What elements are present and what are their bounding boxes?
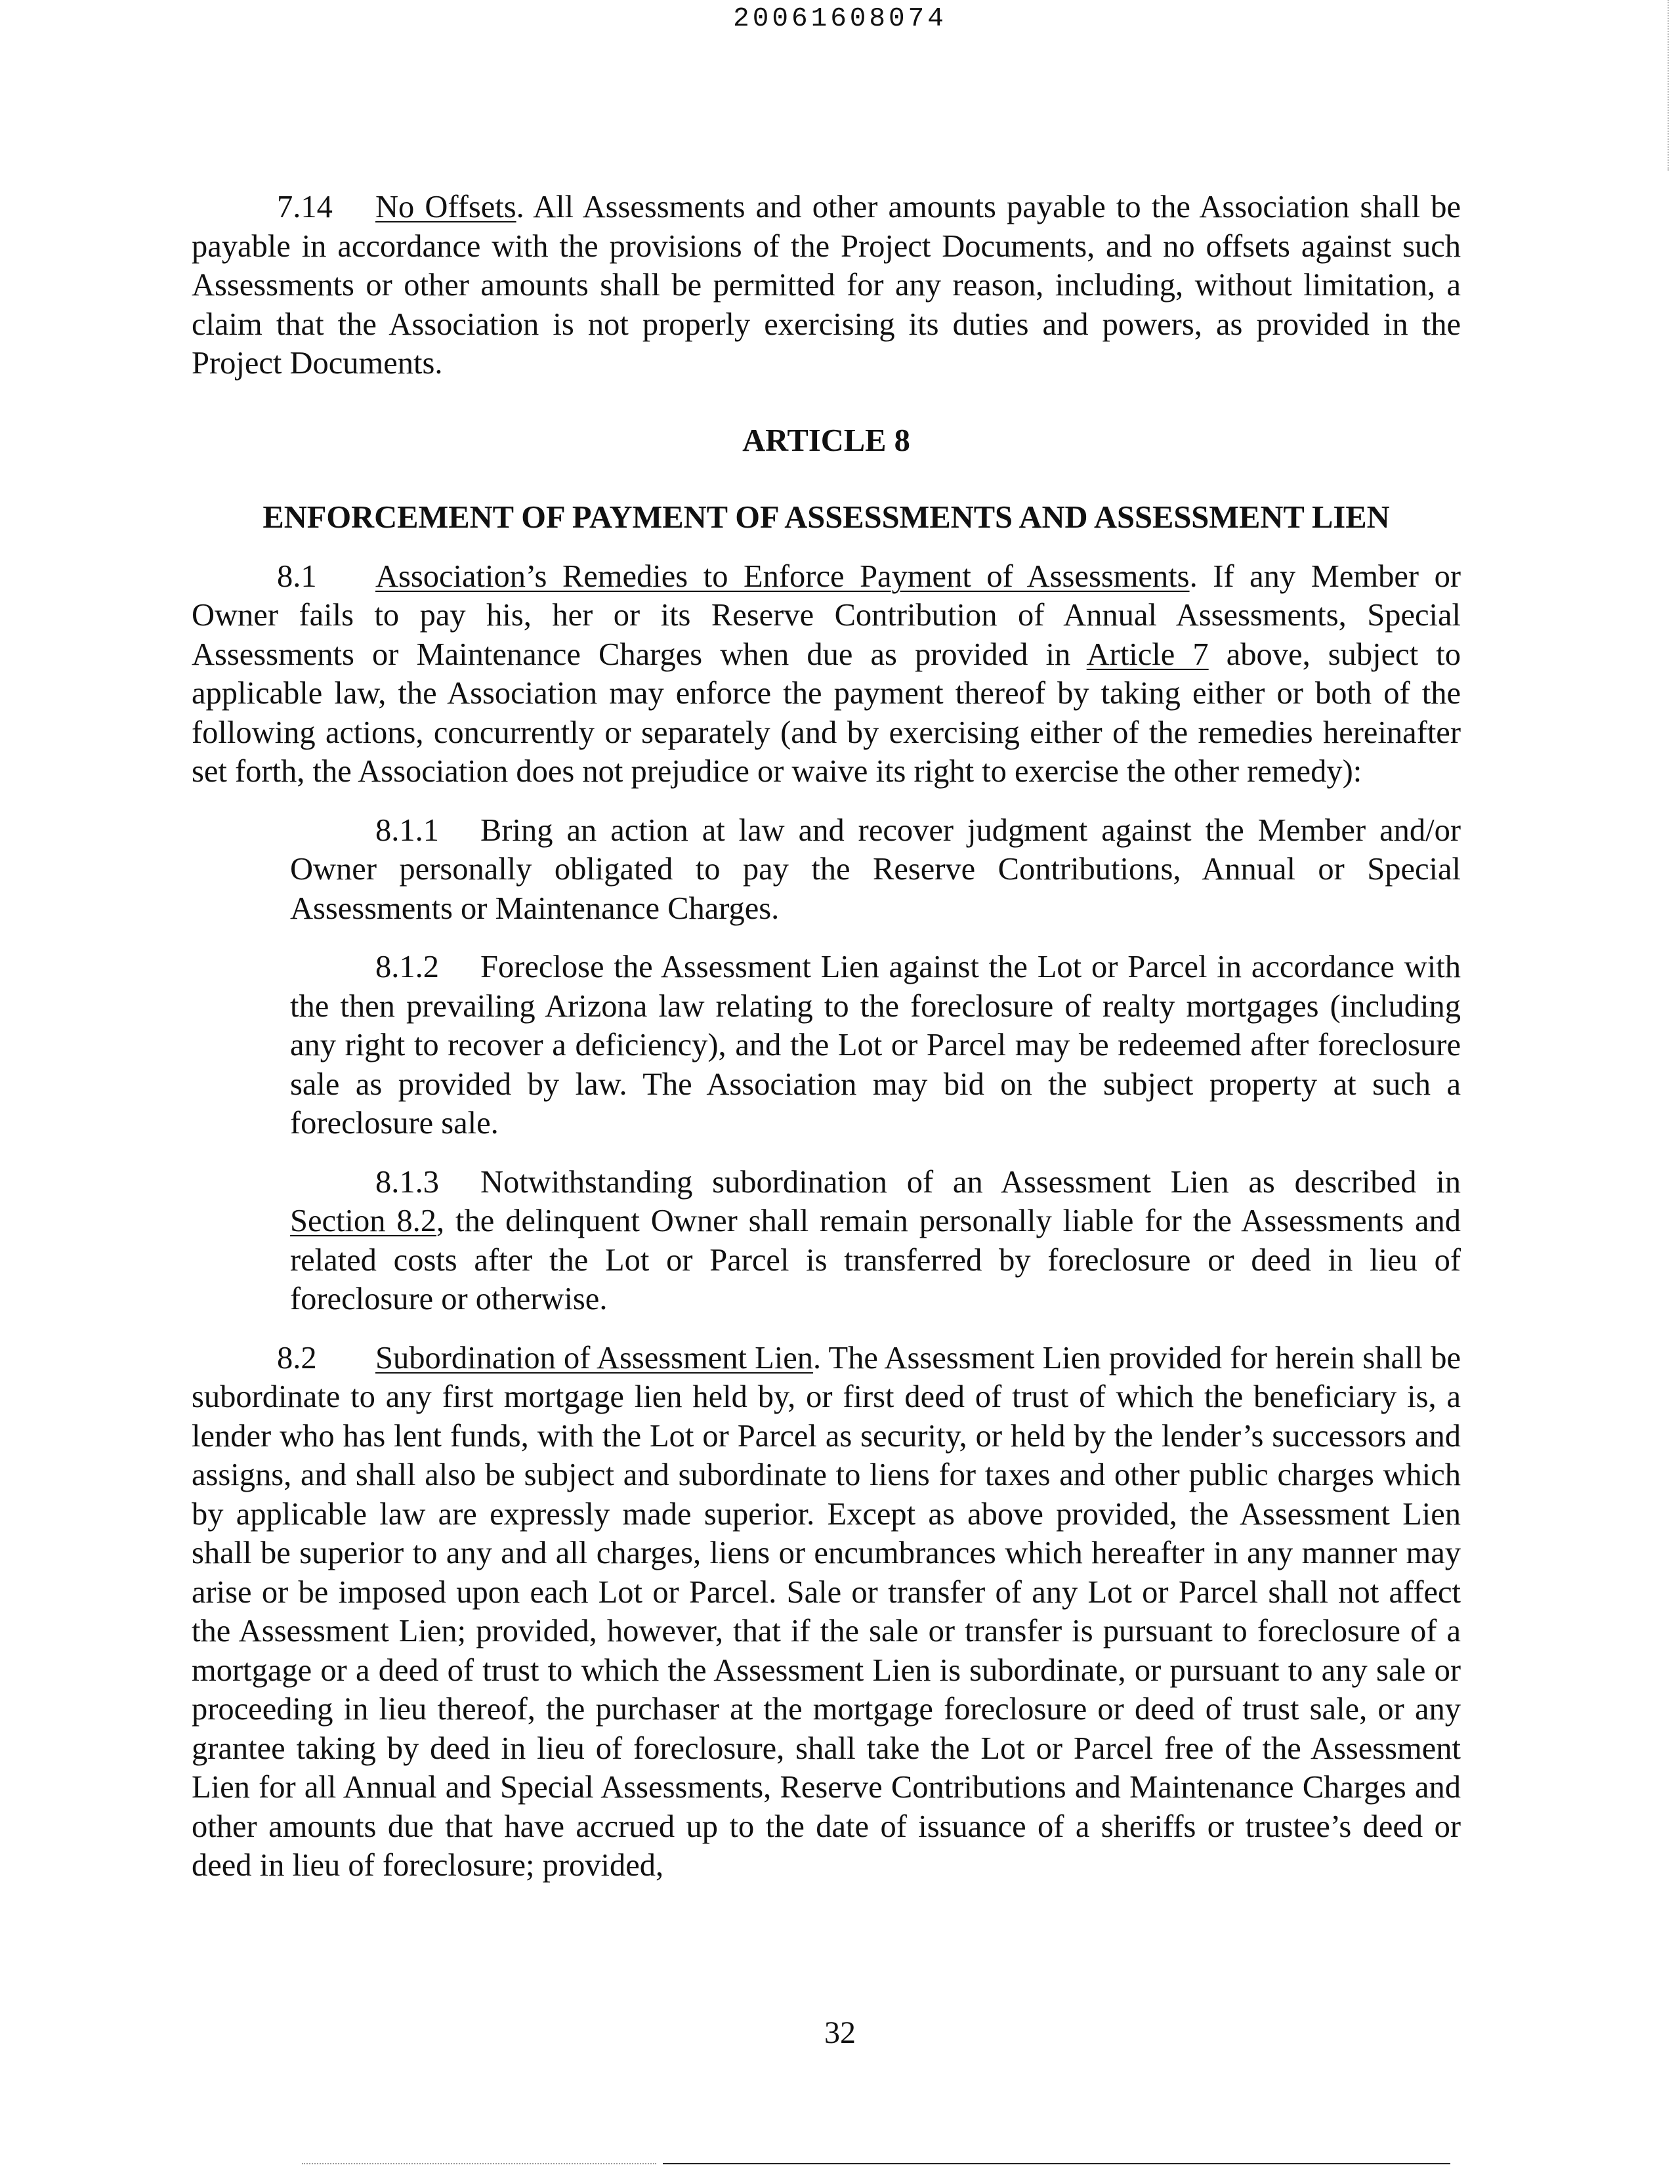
article-reference: Article 7 (1086, 637, 1209, 672)
section-8-1-3 (290, 1163, 1461, 1319)
document-page (192, 188, 1461, 1885)
subsection-text-continued: , the delinquent Owner shall remain personally liable for the Assessments and related costs after the Lot or Parcel is transferred by foreclosure or deed in lieu of foreclosure or otherwise. (290, 1204, 1461, 1316)
page-number: 32 (824, 2015, 856, 2050)
section-8-1 (192, 557, 1461, 791)
subsection-number: 8.1.3 (375, 1164, 439, 1200)
footer-dotted-rule (302, 2163, 656, 2164)
section-title: No Offsets (375, 190, 516, 224)
section-text: . If any Member or Owner fails to pay his, her or its Reserve Contribution of Annual Assessments, Special Assessments or Maintenance Charges when due as provided in (192, 558, 1461, 672)
scan-edge-mark (1668, 0, 1669, 171)
section-number: 8.1 (277, 558, 317, 594)
section-text: . The Assessment Lien provided for herein shall be subordinate to any first mortgage lien held by, or first deed of trust of which the beneficiary is, a lender who has lent funds, with the Lot or Parcel as security, or held by the lender’s successors and assigns, and shall also be subject and subordinate to liens for taxes and other public charges which by applicable law are expressly made superior. Except as above provided, the Assessment Lien shall be superior to any and all charges, liens or encumbrances which hereafter in any manner may arise or be imposed upon each Lot or Parcel. Sale or transfer of any Lot or Parcel shall not affect the Assessment Lien; provided, however, that if the sale or transfer is pursuant to foreclosure of a mortgage or a deed of trust to which the Assessment Lien is subordinate, or pursuant to any sale or proceeding in lieu thereof, the purchaser at the mortgage foreclosure or deed of trust sale, or any grantee taking by deed in lieu of foreclosure, shall take the Lot or Parcel free of the Assessment Lien for all Annual and Special Assessments, Reserve Contributions and Maintenance Charges and other amounts due that have accrued up to the date of issuance of a sheriffs or trustee’s deed or deed in lieu of foreclosure; provided, (192, 1340, 1461, 1883)
section-8-1-1 (290, 811, 1461, 929)
section-number: 8.2 (277, 1340, 317, 1376)
section-number: 7.14 (277, 190, 333, 224)
subsection-text: Notwithstanding subordination of an Assessment Lien as described in (480, 1164, 1461, 1200)
subsection-number: 8.1.2 (375, 950, 439, 984)
subsection-number: 8.1.1 (375, 812, 439, 848)
document-recording-number: 20061608074 (733, 4, 947, 34)
footer-rule (663, 2163, 1450, 2164)
article-title: ENFORCEMENT OF PAYMENT OF ASSESSMENTS AND ASSESSMENT LIEN (262, 500, 1390, 535)
section-text: . All Assessments and other amounts payable to the Association shall be payable in accordance with the provisions of the Project Documents, and no offsets against such Assessments or other amounts shall be permitted for any reason, including, without limitation, a claim that the Association is not properly exercising its duties and powers, as provided in the Project Documents. (192, 190, 1461, 381)
subsection-text: Foreclose the Assessment Lien against the Lot or Parcel in accordance with the then prevailing Arizona law relating to the foreclosure of realty mortgages (including any right to recover a deficiency), and the Lot or Parcel may be redeemed after foreclosure sale as provided by law. The Association may bid on the subject property at such a foreclosure sale. (290, 950, 1461, 1141)
section-title: Subordination of Assessment Lien (375, 1340, 814, 1376)
section-reference: Section 8.2 (290, 1204, 436, 1238)
section-8-2 (192, 1339, 1461, 1885)
article-heading: ARTICLE 8 (742, 423, 910, 458)
section-8-1-2 (290, 948, 1461, 1143)
section-text-continued: above, subject to applicable law, the Association may enforce the payment thereof by taking either or both of the following actions, concurrently or separately (and by exercising either of the remedies hereinafter set forth, the Association does not prejudice or waive its right to exercise the other remedy): (192, 637, 1461, 789)
subsection-text: Bring an action at law and recover judgment against the Member and/or Owner personally obligated to pay the Reserve Contributions, Annual or Special Assessments or Maintenance Charges. (290, 812, 1461, 926)
section-title: Association’s Remedies to Enforce Payment of Assessments (375, 558, 1190, 594)
section-7-14 (192, 188, 1461, 383)
